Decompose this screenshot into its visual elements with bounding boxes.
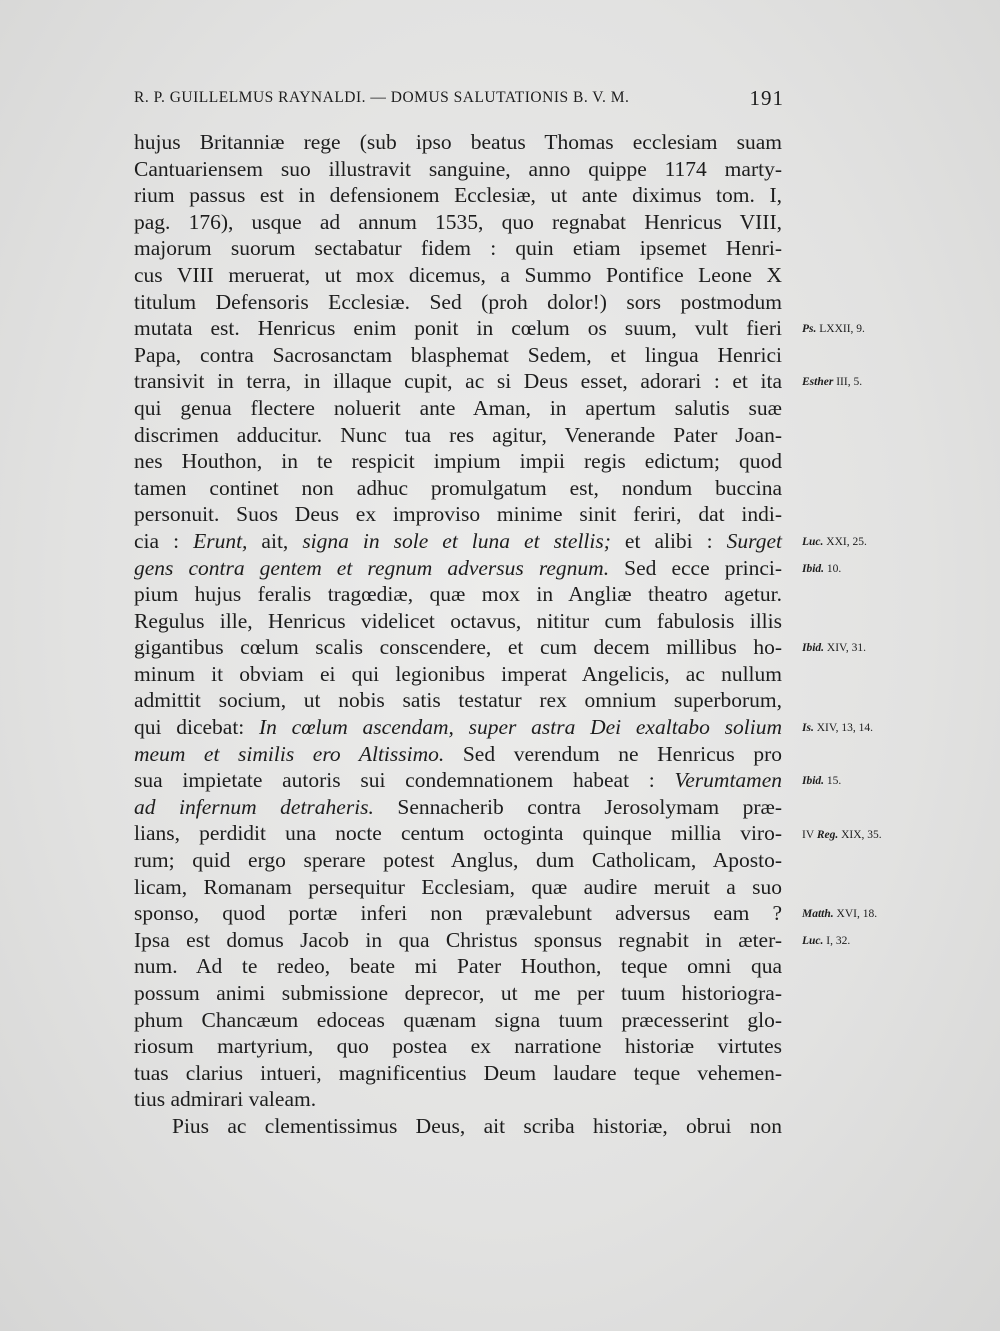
text-segment: Sed ecce princi- [609, 555, 783, 580]
italic-text: Verumtamen [674, 768, 782, 793]
text-segment: sua impietate autoris sui condemnationem habeat : [134, 768, 675, 793]
text-line [134, 608, 782, 635]
text-segment: Papa, contra Sacrosanctam blasphemat Sedem, et lingua Henrici [134, 342, 782, 367]
text-segment: mutata est. Henricus enim ponit in cœlum os suum, vult fieri [134, 316, 782, 341]
margin-note [802, 562, 841, 576]
running-head [134, 86, 784, 110]
margin-note [802, 535, 867, 549]
page-number: 191 [749, 86, 784, 110]
text-segment: Sennacherib contra Jerosolymam præ- [373, 794, 782, 819]
text-line [134, 555, 782, 582]
margin-note [802, 322, 865, 336]
body-text [134, 129, 782, 1140]
text-segment: hujus Britanniæ rege (sub ipso beatus Thomas ecclesiam suam [134, 130, 782, 154]
text-segment: Sed verendum ne Henricus pro [444, 741, 782, 766]
italic-text: ad infernum detraheris. [134, 794, 374, 819]
margin-note-abbrev: Ibid. [802, 642, 825, 655]
text-line [134, 422, 782, 449]
margin-note [802, 828, 882, 842]
text-line [134, 820, 782, 847]
text-line [134, 528, 782, 555]
text-segment: lians, perdidit una nocte centum octoginta quinque millia viro- [134, 821, 782, 846]
margin-note [802, 774, 841, 788]
text-line [134, 209, 782, 236]
text-line [134, 289, 782, 316]
text-segment: pium hujus feralis tragœdiæ, quæ mox in Angliæ theatro agetur. [134, 582, 782, 607]
text-segment: personuit. Suos Deus ex improviso minime sinit feriri, dat indi- [134, 502, 782, 527]
text-segment: titulum Defensoris Ecclesiæ. Sed (proh dolor!) sors postmodum [134, 289, 782, 314]
italic-text: Erunt, [193, 528, 248, 553]
text-line [134, 342, 782, 369]
text-segment: discrimen adducitur. Nunc tua res agitur, Venerande Pater Joan- [134, 422, 782, 447]
margin-note-ref: XVI, 18. [833, 908, 878, 921]
text-line [134, 1113, 782, 1140]
text-line [134, 794, 782, 821]
text-segment: nes Houthon, in te respicit impium impii regis edictum; quod [134, 449, 782, 474]
text-line [134, 661, 782, 688]
margin-note-ref: LXXII, 9. [816, 323, 865, 336]
text-segment: qui dicebat: [134, 715, 260, 740]
margin-note-ref: XXI, 25. [823, 536, 867, 548]
text-segment: gigantibus cœlum scalis conscendere, et cum decem millibus ho- [134, 635, 782, 660]
text-line [134, 741, 782, 768]
text-segment: qui genua flectere noluerit ante Aman, in apertum salutis suæ [134, 395, 782, 420]
text-line [134, 235, 782, 262]
margin-note-ref: III, 5. [833, 376, 863, 389]
text-line [134, 1086, 782, 1113]
margin-note-abbrev: Ps. [802, 323, 817, 336]
margin-note [802, 721, 873, 735]
text-line [134, 368, 782, 395]
margin-note-abbrev: Esther [802, 376, 834, 389]
margin-note-ref: XIV, 31. [824, 642, 867, 655]
margin-note-abbrev: Ibid. [802, 562, 825, 575]
text-segment: majorum suorum sectabatur fidem : quin etiam ipsemet Henri- [134, 236, 782, 261]
text-line [134, 900, 782, 927]
text-segment: transivit in terra, in illaque cupit, ac si Deus esset, adorari : et ita [134, 369, 782, 394]
text-line [134, 714, 782, 741]
text-segment: riosum martyrium, quo postea ex narratione historiæ virtutes [134, 1034, 782, 1059]
margin-note-abbrev: Ibid. [802, 775, 825, 788]
text-segment: tamen continet non adhuc promulgatum est, nondum buccina [134, 475, 782, 500]
margin-note-ref: XIX, 35. [838, 828, 882, 841]
text-line [134, 927, 782, 954]
text-line [134, 262, 782, 289]
text-segment: admittit socium, ut nobis satis testatur rex omnium superborum, [134, 688, 782, 713]
italic-text: gens contra gentem et regnum adversus regnum. [134, 555, 610, 580]
text-segment: tuas clarius intueri, magnificentius Deum laudare teque vehemen- [134, 1060, 782, 1085]
text-line [134, 129, 782, 156]
italic-text: Surget [726, 528, 782, 553]
text-line [134, 980, 782, 1007]
text-line [134, 847, 782, 874]
margin-note-ref: I, 32. [823, 935, 851, 947]
text-line [134, 395, 782, 422]
text-line [134, 953, 782, 980]
text-segment: et alibi : [610, 528, 727, 553]
text-line [134, 581, 782, 608]
italic-text: signa in sole et luna et stellis; [302, 528, 611, 553]
margin-note-ref: 10. [824, 562, 842, 575]
text-segment: ait, [247, 528, 303, 553]
margin-note-abbrev: Reg. [816, 828, 839, 841]
text-line [134, 501, 782, 528]
text-segment: num. Ad te redeo, beate mi Pater Houthon, teque omni qua [134, 954, 782, 979]
italic-text: meum et similis ero Altissimo. [134, 741, 445, 766]
text-line [134, 634, 782, 661]
text-segment: tius admirari valeam. [134, 1087, 317, 1112]
text-line [134, 767, 782, 794]
margin-note-abbrev: Luc. [802, 935, 824, 947]
text-segment: possum animi submissione deprecor, ut me per tuum historiogra- [134, 981, 782, 1005]
text-segment: rium passus est in defensionem Ecclesiæ, ut ante diximus tom. I, [134, 183, 782, 208]
text-segment: cia : [134, 528, 194, 553]
text-line [134, 156, 782, 183]
margin-note-abbrev: Is. [802, 722, 814, 735]
margin-note [802, 934, 850, 948]
text-line [134, 315, 782, 342]
margin-note-abbrev: Luc. [802, 536, 824, 548]
margin-note-abbrev: Matth. [802, 908, 834, 921]
margin-note [802, 641, 866, 655]
text-segment: pag. 176), usque ad annum 1535, quo regnabat Henricus VIII, [134, 209, 782, 234]
text-line [134, 1060, 782, 1087]
text-segment: minum it obviam ei qui legionibus imperat Angelicis, ac nullum [134, 661, 782, 686]
text-segment: phum Chancæum edoceas quænam signa tuum præcesserint glo- [134, 1007, 782, 1032]
text-line [134, 448, 782, 475]
text-segment: sponso, quod portæ inferi non prævalebunt adversus eam ? [134, 901, 782, 926]
text-line [134, 1007, 782, 1034]
text-segment: rum; quid ergo sperare potest Anglus, dum Catholicam, Aposto- [134, 848, 782, 873]
margin-note [802, 907, 877, 921]
text-segment: cus VIII meruerat, ut mox dicemus, a Summo Pontifice Leone X [134, 262, 782, 287]
margin-note-ref: 15. [824, 775, 842, 788]
text-line [134, 475, 782, 502]
text-line [134, 1033, 782, 1060]
running-head-title: R. P. GUILLELMUS RAYNALDI. — DOMUS SALUTATIONIS B. V. M. [134, 89, 630, 106]
italic-text: In cœlum ascendam, super astra Dei exaltabo solium [259, 715, 783, 740]
text-line [134, 874, 782, 901]
text-segment: Ipsa est domus Jacob in qua Christus sponsus regnabit in æter- [134, 927, 782, 952]
text-line [134, 687, 782, 714]
text-segment: Cantuariensem suo illustravit sanguine, anno quippe 1174 marty- [134, 156, 782, 181]
margin-note-ref: XIV, 13, 14. [813, 722, 874, 735]
text-segment: Regulus ille, Henricus videlicet octavus, nititur cum fabulosis illis [134, 608, 782, 633]
text-segment: Pius ac clementissimus Deus, ait scriba historiæ, obrui non [172, 1113, 782, 1138]
margin-note [802, 375, 862, 389]
text-segment: licam, Romanam persequitur Ecclesiam, quæ audire meruit a suo [134, 874, 782, 899]
margin-note-ref: IV [802, 828, 817, 841]
text-line [134, 182, 782, 209]
